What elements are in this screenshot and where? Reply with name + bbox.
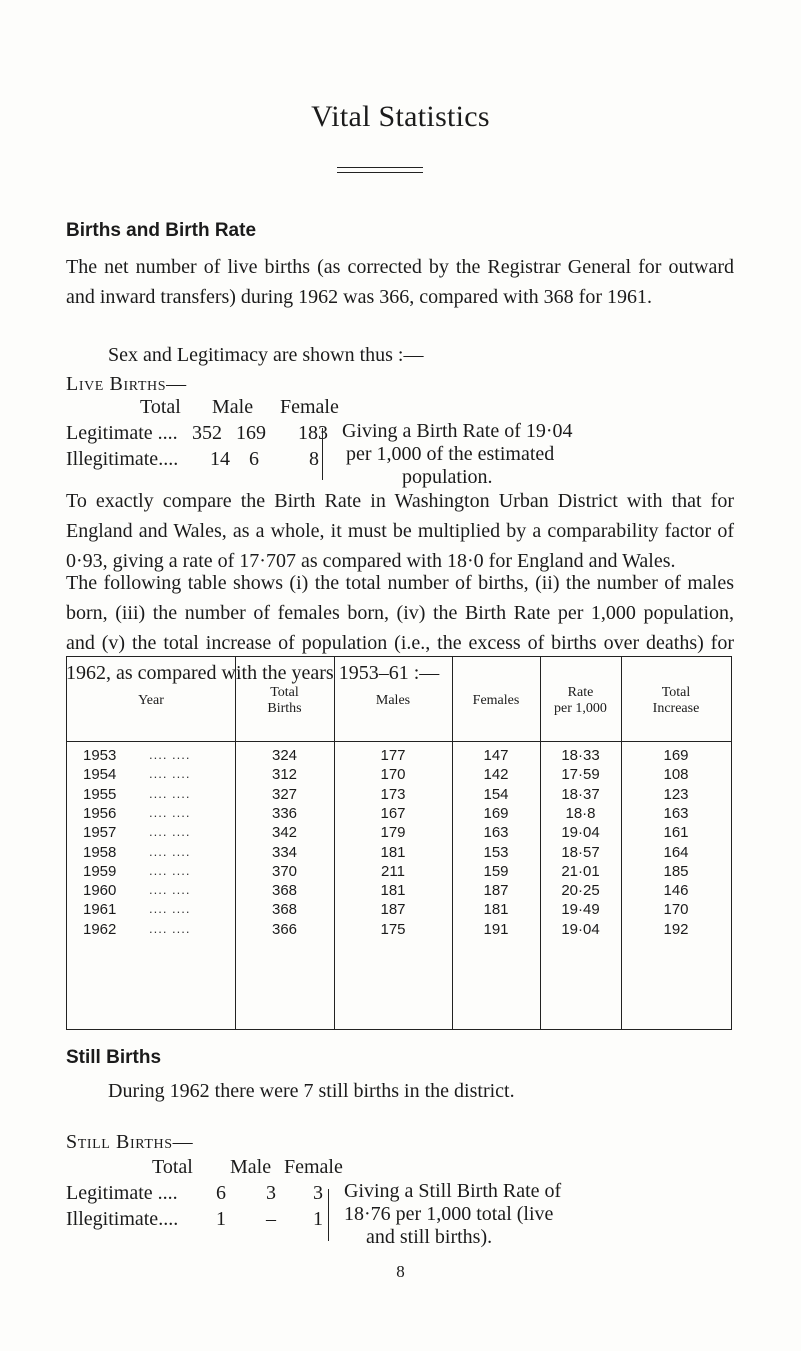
header-divider xyxy=(67,741,731,742)
total-value: 1 xyxy=(216,1208,226,1230)
dot-leader: .... .... xyxy=(149,747,191,762)
birth-rate-note xyxy=(342,420,573,489)
note-line: 18·76 per 1,000 total (live xyxy=(344,1203,554,1225)
rate-cell: 17·59 xyxy=(561,766,600,784)
year-cell: 1956 xyxy=(83,804,117,822)
rate-cell: 19·49 xyxy=(561,901,600,919)
comparison-paragraph: To exactly compare the Birth Rate in Washington Urban District with that for England and Wales, as a whole, it must be multiplied by a comparability factor of 0·93, giving a rate of 17·707 as compared with 18·0 for England and Wales. xyxy=(66,490,734,572)
total-births-cell: 324 xyxy=(271,747,298,764)
note-line: per 1,000 of the estimated xyxy=(346,443,555,465)
still-births-heading: Still Births xyxy=(66,1047,162,1068)
header-line: Total xyxy=(270,685,299,700)
year-cell: 1953 xyxy=(83,747,117,764)
births-heading: Births and Birth Rate xyxy=(66,220,257,241)
column-header-female: Female xyxy=(284,1156,343,1178)
table-row xyxy=(67,766,731,785)
dot-leader: .... .... xyxy=(149,766,191,782)
males-cell: 211 xyxy=(381,862,405,880)
table-row xyxy=(67,882,731,901)
male-value: – xyxy=(266,1208,276,1230)
male-value: 6 xyxy=(249,448,259,470)
total-increase-cell: 123 xyxy=(663,785,689,803)
total-increase-cell: 163 xyxy=(663,804,689,822)
total-increase-cell: 146 xyxy=(663,882,689,900)
still-births-label: Still Births— xyxy=(66,1131,194,1153)
rate-cell: 21·01 xyxy=(561,862,600,880)
males-cell: 173 xyxy=(380,785,406,803)
total-births-cell: 312 xyxy=(271,766,298,784)
males-cell: 179 xyxy=(380,824,406,842)
females-cell: 142 xyxy=(483,766,509,784)
total-value: 352 xyxy=(192,422,222,444)
header-line: Total xyxy=(661,685,691,700)
rate-cell: 18·8 xyxy=(565,804,596,822)
males-cell: 170 xyxy=(380,766,406,784)
dot-leader: .... .... xyxy=(149,804,191,820)
females-cell: 191 xyxy=(483,920,509,938)
males-cell: 181 xyxy=(380,843,406,861)
header-females: Females xyxy=(472,693,520,708)
females-cell: 159 xyxy=(483,862,509,880)
still-births-brace xyxy=(322,1189,329,1241)
live-births-brace xyxy=(316,428,323,480)
note-line: Giving a Still Birth Rate of xyxy=(344,1180,562,1202)
dot-leader: .... .... xyxy=(149,843,191,859)
total-births-cell: 327 xyxy=(271,785,298,803)
year-cell: 1954 xyxy=(83,766,117,784)
rate-cell: 19·04 xyxy=(561,824,600,842)
female-value: 1 xyxy=(313,1208,323,1230)
females-cell: 181 xyxy=(483,901,509,919)
header-total-increase xyxy=(621,685,731,717)
female-value: 3 xyxy=(313,1182,323,1204)
rate-cell: 18·33 xyxy=(561,747,600,764)
total-increase-cell: 185 xyxy=(663,862,689,880)
page-title: Vital Statistics xyxy=(311,100,490,133)
year-cell: 1961 xyxy=(83,901,117,919)
note-line: Giving a Birth Rate of 19·04 xyxy=(342,420,573,442)
sex-legitimacy-line: Sex and Legitimacy are shown thus :— xyxy=(108,344,424,366)
live-births-label: Live Births— xyxy=(66,373,187,395)
male-value: 3 xyxy=(266,1182,276,1204)
header-line: Increase xyxy=(652,701,700,716)
header-rate xyxy=(540,685,621,717)
rate-cell: 19·04 xyxy=(561,920,600,938)
males-cell: 167 xyxy=(380,804,406,822)
year-cell: 1959 xyxy=(83,862,117,880)
table-row xyxy=(67,824,731,843)
table-row xyxy=(67,863,731,882)
dot-leader: .... .... xyxy=(149,882,191,898)
header-year: Year xyxy=(138,693,164,708)
births-intro-paragraph: The net number of live births (as corrected by the Registrar General for outward and inward transfers) during 1962 was 366, compared with 368 for 1961. xyxy=(66,256,734,308)
total-increase-cell: 161 xyxy=(663,824,689,842)
header-line: Births xyxy=(267,701,302,716)
female-value: 8 xyxy=(309,448,319,470)
rate-cell: 20·25 xyxy=(561,882,600,900)
total-value: 14 xyxy=(210,448,230,470)
total-increase-cell: 169 xyxy=(663,747,689,764)
table-row xyxy=(67,747,731,766)
note-line: population. xyxy=(402,466,493,488)
header-males: Males xyxy=(375,693,411,708)
row-label: Legitimate .... xyxy=(66,1182,178,1204)
note-line: and still births). xyxy=(366,1226,493,1248)
dot-leader: .... .... xyxy=(149,901,191,917)
total-value: 6 xyxy=(216,1182,226,1204)
females-cell: 153 xyxy=(483,843,509,861)
total-births-cell: 368 xyxy=(271,901,298,919)
year-cell: 1957 xyxy=(83,824,117,842)
females-cell: 147 xyxy=(483,747,509,764)
males-cell: 175 xyxy=(380,920,406,938)
total-births-cell: 366 xyxy=(271,920,298,938)
table-row xyxy=(67,901,731,920)
dot-leader: .... .... xyxy=(149,785,191,801)
table-row xyxy=(67,844,731,863)
females-cell: 169 xyxy=(483,804,509,822)
table-row xyxy=(67,805,731,824)
table-row xyxy=(67,921,731,940)
female-value: 183 xyxy=(298,422,328,444)
row-label: Illegitimate.... xyxy=(66,1208,179,1230)
male-value: 169 xyxy=(236,422,266,444)
males-cell: 177 xyxy=(380,747,406,764)
females-cell: 163 xyxy=(483,824,509,842)
table-intro-paragraph: The following table shows (i) the total number of births, (ii) the number of males born, (iii) the number of females born, (iv) the Birth Rate per 1,000 population, and (v) the total increase of population (i.e., the excess of births over deaths) for 1962, as compared with the years 1953–61 :— xyxy=(66,572,734,684)
column-header-male: Male xyxy=(212,396,254,418)
header-line: Rate xyxy=(567,685,594,700)
rate-cell: 18·57 xyxy=(561,843,600,861)
column-header-total: Total xyxy=(140,396,181,418)
column-header-total: Total xyxy=(152,1156,193,1178)
rate-cell: 18·37 xyxy=(561,785,600,803)
total-births-cell: 368 xyxy=(271,882,298,900)
birth-statistics-table xyxy=(66,656,732,1030)
still-birth-rate-note xyxy=(342,1180,561,1249)
title-divider-bottom xyxy=(337,172,423,173)
females-cell: 154 xyxy=(483,785,509,803)
total-births-cell: 334 xyxy=(271,843,298,861)
year-cell: 1955 xyxy=(83,785,117,803)
dot-leader: .... .... xyxy=(149,824,191,840)
year-cell: 1958 xyxy=(83,843,117,861)
total-increase-cell: 170 xyxy=(663,901,689,919)
total-increase-cell: 108 xyxy=(663,766,689,784)
year-cell: 1960 xyxy=(83,882,117,900)
table-row xyxy=(67,786,731,805)
total-births-cell: 336 xyxy=(271,804,298,822)
males-cell: 181 xyxy=(380,882,406,900)
year-cell: 1962 xyxy=(83,920,117,938)
header-total-births xyxy=(235,685,334,717)
males-cell: 187 xyxy=(380,901,406,919)
total-increase-cell: 192 xyxy=(663,920,689,938)
dot-leader: .... .... xyxy=(149,862,191,878)
row-label: Legitimate .... xyxy=(66,422,178,444)
row-label: Illegitimate.... xyxy=(66,448,179,470)
column-header-male: Male xyxy=(230,1156,272,1178)
column-header-female: Female xyxy=(280,396,339,418)
header-line: per 1,000 xyxy=(554,701,607,716)
total-increase-cell: 164 xyxy=(663,843,689,861)
dot-leader: .... .... xyxy=(149,920,191,936)
still-births-intro: During 1962 there were 7 still births in the district. xyxy=(108,1080,515,1102)
total-births-cell: 342 xyxy=(271,824,298,842)
females-cell: 187 xyxy=(483,882,509,900)
title-divider-top xyxy=(337,167,423,168)
total-births-cell: 370 xyxy=(271,862,298,880)
page-number: 8 xyxy=(396,1262,405,1281)
